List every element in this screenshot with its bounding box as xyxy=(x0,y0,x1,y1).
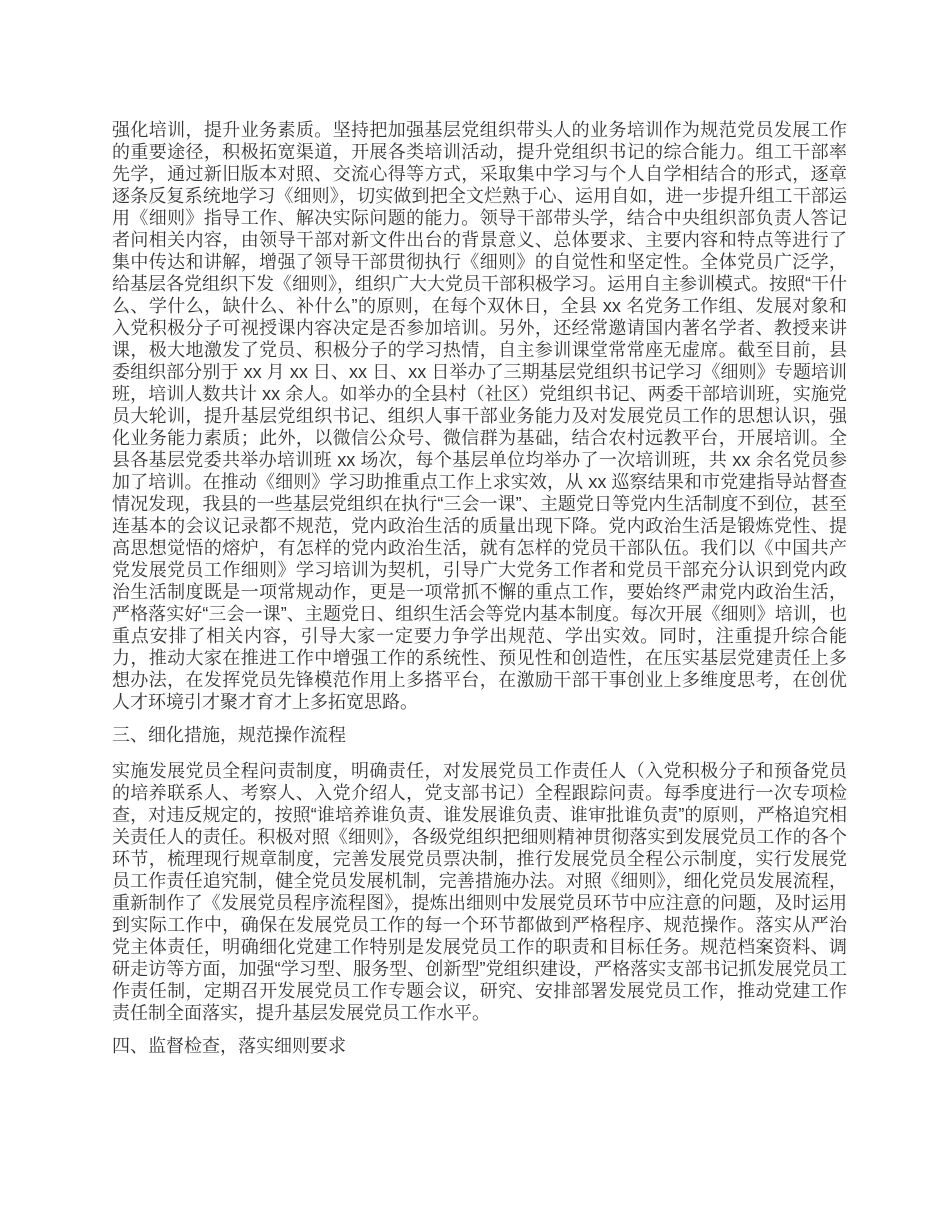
paragraph-refine-measures: 实施发展党员全程问责制度，明确责任，对发展党员工作责任人（入党积极分子和预备党员的培养联系人、考察人、入党介绍人，党支部书记）全程跟踪问责。每季度进行一次专项检查，对违反规定的，按照“谁培养谁负责、谁发展谁负责、谁审批谁负责”的原则，严格追究相关责任人的责任。积极对照《细则》，各级党组织把细则精神贯彻落实到发展党员工作的各个环节，梳理现行规章制度，完善发展党员票决制，推行发展党员全程公示制度，实行发展党员工作责任追究制，健全党员发展机制，完善措施办法。对照《细则》，细化党员发展流程，重新制作了《发展党员程序流程图》，提炼出细则中发展党员环节中应注意的问题，及时运用到实际工作中，确保在发展党员工作的每一个环节都做到严格程序、规范操作。落实从严治党主体责任，明确细化党建工作特别是发展党员工作的职责和目标任务。规范档案资料、调研走访等方面，加强“学习型、服务型、创新型”党组织建设，严格落实支部书记抓发展党员工作责任制，定期召开发展党员工作专题会议，研究、安排部署发展党员工作，推动党建工作责任制全面落实，提升基层发展党员工作水平。 xyxy=(112,761,847,1023)
heading-section-four: 四、监督检查，落实细则要求 xyxy=(112,1036,346,1056)
heading-section-three: 三、细化措施，规范操作流程 xyxy=(112,725,346,745)
paragraph-strengthen-training: 强化培训，提升业务素质。坚持把加强基层党组织带头人的业务培训作为规范党员发展工作的重要途径，积极拓宽渠道，开展各类培训活动，提升党组织书记的综合能力。组工干部率先学，通过新旧版本对照、交流心得等方式，采取集中学习与个人自学相结合的形式，逐章逐条反复系统地学习《细则》，切实做到把全文烂熟于心、运用自如，进一步提升组工干部运用《细则》指导工作、解决实际问题的能力。领导干部带头学，结合中央组织部负责人答记者问相关内容，由领导干部对新文件出台的背景意义、总体要求、主要内容和特点等进行了集中传达和讲解，增强了领导干部贯彻执行《细则》的自觉性和坚定性。全体党员广泛学，给基层各党组织下发《细则》，组织广大大党员干部积极学习。运用自主参训模式。按照“干什么、学什么，缺什么、补什么”的原则，在每个双休日，全县 xx 名党务工作组、发展对象和入党积极分子可视授课内容决定是否参加培训。另外，还经常邀请国内著名学者、教授来讲课，极大地激发了党员、积极分子的学习热情，自主参训课堂常常座无虚席。截至目前，县委组织部分别于 xx 月 xx 日、xx 日、xx 日举办了三期基层党组织书记学习《细则》专题培训班，培训人数共计 xx 余人。如举办的全县村（社区）党组织书记、两委干部培训班，实施党员大轮训，提升基层党组织书记、组织人事干部业务能力及对发展党员工作的思想认识，强化业务能力素质；此外，以微信公众号、微信群为基础，结合农村远教平台，开展培训。全县各基层党委共举办培训班 xx 场次，每个基层单位均举办了一次培训班，共 xx 余名党员参加了培训。在推动《细则》学习助推重点工作上求实效，从 xx 巡察结果和市党建指导站督查情况发现，我县的一些基层党组织在执行“三会一课”、主题党日等党内生活制度不到位，甚至连基本的会议记录都不规范，党内政治生活的质量出现下降。党内政治生活是锻炼党性、提高思想觉悟的熔炉，有怎样的党内政治生活，就有怎样的党员干部队伍。我们以《中国共产党发展党员工作细则》学习培训为契机，引导广大党务工作者和党员干部充分认识到党内政治生活制度既是一项常规动作，更是一项常抓不懈的重点工作，要始终严肃党内政治生活，严格落实好“三会一课”、主题党日、组织生活会等党内基本制度。每次开展《细则》培训，也重点安排了相关内容，引导大家一定要力争学出规范、学出实效。同时，注重提升综合能力，推动大家在推进工作中增强工作的系统性、预见性和创造性，在压实基层党建责任上多想办法，在发挥党员先锋模范作用上多搭平台，在激励干部干事创业上多维度思考，在创优人才环境引才聚才育才上多拓宽思路。 xyxy=(112,120,847,712)
